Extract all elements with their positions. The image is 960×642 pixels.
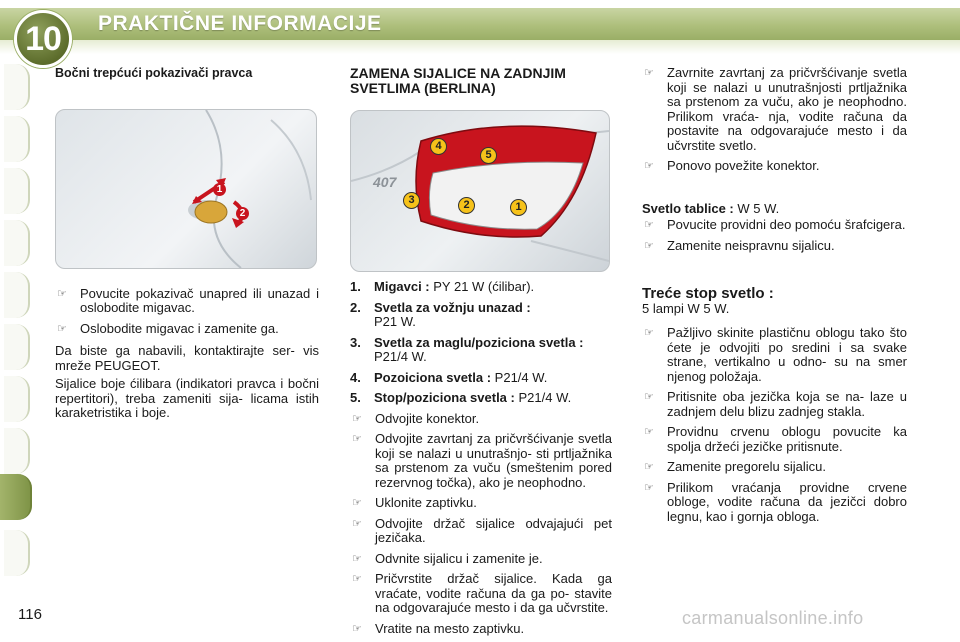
bullet-item: ☞ Povucite providni deo pomoću šrafcigera. [644, 217, 906, 232]
bullet-item: ☞ Ponovo povežite konektor. [644, 158, 820, 173]
chapter-tab[interactable] [4, 272, 30, 318]
side-indicator-figure [55, 109, 317, 269]
chapter-tab[interactable] [4, 376, 30, 422]
left-column [55, 66, 319, 421]
chapter-tab[interactable] [4, 428, 30, 474]
pointing-hand-icon: ☞ [352, 622, 362, 635]
callout-label: 2 [458, 197, 475, 214]
callout-label: 4 [430, 138, 447, 155]
paragraph: Sijalice boje ćilibara (indikatori pravca i bočni repertitori), treba zameniti sija- licama istih karaketristika i boje. [55, 376, 319, 420]
callout-label: 1 [510, 199, 527, 216]
paragraph: Da biste ga nabavili, kontaktirajte ser- vis mreže PEUGEOT. [55, 343, 319, 373]
bullet-item: ☞ Pričvrstite držač sijalice. Kada ga vraćate, vodite računa da ga po- stavite na odgovarajuće mesto i da ga učvrstite. [352, 571, 612, 615]
pointing-hand-icon: ☞ [644, 481, 654, 494]
pointing-hand-icon: ☞ [644, 426, 654, 438]
bullet-item: ☞ Povucite pokazivač unapred ili unazad i oslobodite migavac. [57, 285, 319, 315]
callout-label: 5 [480, 147, 497, 164]
pointing-hand-icon: ☞ [644, 327, 654, 339]
pointing-hand-icon: ☞ [352, 497, 362, 509]
bullet-item: ☞ Uklonite zaptivku. [352, 495, 477, 510]
rear-light-figure [350, 110, 610, 272]
chapter-tabs [0, 64, 34, 584]
chapter-tab[interactable] [4, 530, 30, 576]
right-column [642, 66, 907, 530]
bullet-item: ☞ Vratite na mesto zaptivku. [352, 620, 525, 636]
pointing-hand-icon: ☞ [352, 412, 362, 425]
pointing-hand-icon: ☞ [644, 219, 654, 231]
bullet-item: ☞ Odvojite konektor. [352, 410, 480, 426]
bullet-item: ☞ Zamenite neispravnu sijalicu. [644, 237, 835, 253]
chapter-tab[interactable] [4, 324, 30, 370]
page-number: 116 [18, 606, 42, 623]
callout-label: 1 [213, 183, 226, 196]
header-shadow [0, 40, 960, 54]
chapter-tab[interactable] [4, 168, 30, 214]
callout-label: 3 [403, 192, 420, 209]
bulb-list-item: 5. Stop/poziciona svetla : P21/4 W. [350, 390, 572, 405]
pointing-hand-icon: ☞ [57, 322, 67, 335]
bullet-item: ☞ Odvojite zavrtanj za pričvršćivanje svetla koji se nalazi u unutrašnjo- sti prtljažnika sa prstenom za vuču (smeštenim pored rezervnog točka), ako je neophodno. [352, 431, 612, 490]
side-indicator-heading: Bočni trepćući pokazivači pravca [55, 66, 253, 80]
pointing-hand-icon: ☞ [57, 287, 67, 300]
callout-label: 2 [236, 207, 249, 220]
bullet-item: ☞ Zamenite pregorelu sijalicu. [644, 459, 826, 474]
chapter-tab[interactable] [4, 220, 30, 266]
bullet-item: ☞ Pritisnite oba jezička koja se na- laze u zadnjem delu blizu zadnjeg stakla. [644, 389, 907, 419]
badge-407: 407 [373, 173, 397, 190]
bulb-list-item: 1. Migavci : PY 21 W (ćilibar). [350, 279, 535, 294]
pointing-hand-icon: ☞ [352, 573, 362, 585]
bullet-item: ☞ Odvnite sijalicu i zamenite je. [352, 550, 543, 566]
chapter-tab[interactable] [4, 116, 30, 162]
pointing-hand-icon: ☞ [644, 239, 654, 252]
pointing-hand-icon: ☞ [352, 433, 362, 445]
plate-light-value: W 5 W. [737, 200, 780, 216]
chapter-badge: 10 [14, 10, 72, 68]
bullet-item: ☞ Oslobodite migavac i zamenite ga. [57, 320, 279, 336]
plate-light-label: Svetlo tablice : [642, 200, 734, 216]
pointing-hand-icon: ☞ [644, 391, 654, 403]
page-header [0, 0, 960, 62]
bullet-item: ☞ Providnu crvenu oblogu povucite ka spolja držeći jezičke pritisnute. [644, 424, 907, 454]
chapter-tab-active[interactable] [0, 474, 32, 520]
third-stop-subtitle: 5 lampi W 5 W. [642, 300, 730, 316]
bullet-item: ☞ Prilikom vraćanja providne crvene obloge, vodite računa da jezičci dobro legnu, kao i gornja obloga. [644, 479, 907, 524]
bullet-item: ☞ Pažljivo skinite plastičnu oblogu tako što ćete je odvojiti po sredini i sa svake strane, vertikalno u odno- su na smer njenog položaja. [644, 325, 907, 384]
bulb-list-item: 3. Svetla za maglu/poziciona svetla : P21/4 W. [350, 334, 584, 364]
page-title: PRAKTIČNE INFORMACIJE [98, 12, 382, 35]
section-title: ZAMENA SIJALICE NA ZADNJIM SVETLIMA (BERLINA) [350, 65, 566, 96]
bulb-list-item: 2. Svetla za vožnju unazad : P21 W. [350, 299, 531, 329]
pointing-hand-icon: ☞ [644, 461, 654, 473]
pointing-hand-icon: ☞ [352, 517, 362, 530]
pointing-hand-icon: ☞ [644, 160, 654, 172]
plate-light-line [642, 202, 907, 217]
pointing-hand-icon: ☞ [644, 67, 654, 79]
watermark: carmanualsonline.info [682, 608, 864, 628]
bullet-item: ☞ Odvojite držač sijalice odvajajući pet jezičaka. [352, 515, 612, 545]
third-stop-title: Treće stop svetlo : [642, 285, 774, 302]
side-indicator-illustration [56, 110, 316, 268]
rear-light-illustration [351, 111, 609, 271]
bullet-item: ☞ Zavrnite zavrtanj za pričvršćivanje svetla koji se nalazi u unutrašnjosti prtljažnika sa prstenom za vuču, ako je neophodno. Prilikom vraća- nja, vodite računa da postavite na odgovarajuće mesto i da učvrstite svetlo. [644, 65, 907, 153]
chapter-tab[interactable] [4, 64, 30, 110]
bulb-list [350, 280, 612, 406]
bulb-list-item: 4. Pozoiciona svetla : P21/4 W. [350, 369, 548, 385]
pointing-hand-icon: ☞ [352, 552, 362, 565]
